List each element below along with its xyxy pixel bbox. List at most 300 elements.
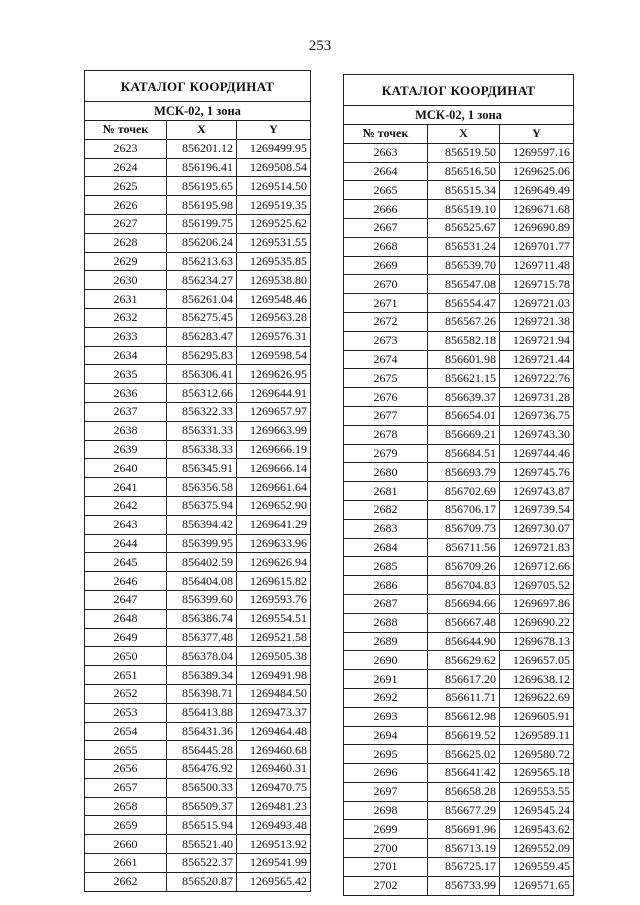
y-coordinate-cell: 1269545.24 [500, 801, 574, 820]
point-number-cell: 2639 [85, 440, 167, 459]
x-coordinate-cell: 856547.08 [428, 275, 500, 294]
point-number-cell: 2690 [344, 651, 428, 670]
column-header-y: Y [237, 121, 311, 140]
x-coordinate-cell: 856704.83 [428, 576, 500, 595]
x-coordinate-cell: 856713.19 [428, 839, 500, 858]
point-number-cell: 2631 [85, 290, 167, 309]
table-row [344, 632, 574, 651]
table-row [344, 801, 574, 820]
table-row [85, 421, 311, 440]
x-coordinate-cell: 856612.98 [428, 707, 500, 726]
table-row [344, 538, 574, 557]
y-coordinate-cell: 1269543.62 [500, 820, 574, 839]
y-coordinate-cell: 1269671.68 [500, 200, 574, 219]
table-row [85, 214, 311, 233]
point-number-cell: 2697 [344, 782, 428, 801]
point-number-cell: 2645 [85, 553, 167, 572]
point-number-cell: 2666 [344, 200, 428, 219]
point-number-cell: 2648 [85, 609, 167, 628]
x-coordinate-cell: 856312.66 [167, 384, 237, 403]
point-number-cell: 2679 [344, 444, 428, 463]
y-coordinate-cell: 1269470.75 [237, 778, 311, 797]
x-coordinate-cell: 856702.69 [428, 482, 500, 501]
point-number-cell: 2673 [344, 331, 428, 350]
point-number-cell: 2675 [344, 369, 428, 388]
point-number-cell: 2652 [85, 684, 167, 703]
coordinate-catalog-table [84, 70, 311, 892]
y-coordinate-cell: 1269615.82 [237, 572, 311, 591]
x-coordinate-cell: 856445.28 [167, 741, 237, 760]
point-number-cell: 2683 [344, 519, 428, 538]
x-coordinate-cell: 856520.87 [167, 872, 237, 891]
point-number-cell: 2661 [85, 854, 167, 873]
x-coordinate-cell: 856375.94 [167, 496, 237, 515]
table-row [344, 444, 574, 463]
y-coordinate-cell: 1269538.80 [237, 271, 311, 290]
table-row [344, 519, 574, 538]
table-row [344, 482, 574, 501]
y-coordinate-cell: 1269473.37 [237, 703, 311, 722]
column-header-number: № точек [85, 121, 167, 140]
x-coordinate-cell: 856519.10 [428, 200, 500, 219]
y-coordinate-cell: 1269731.28 [500, 388, 574, 407]
x-coordinate-cell: 856413.88 [167, 703, 237, 722]
catalog-zone: МСК-02, 1 зона [85, 102, 311, 121]
point-number-cell: 2702 [344, 876, 428, 895]
table-row [344, 369, 574, 388]
table-row [85, 628, 311, 647]
point-number-cell: 2633 [85, 327, 167, 346]
table-row [344, 275, 574, 294]
table-row [85, 515, 311, 534]
table-row [344, 218, 574, 237]
y-coordinate-cell: 1269721.94 [500, 331, 574, 350]
x-coordinate-cell: 856399.95 [167, 534, 237, 553]
y-coordinate-cell: 1269597.16 [500, 143, 574, 162]
table-row [344, 406, 574, 425]
x-coordinate-cell: 856283.47 [167, 327, 237, 346]
point-number-cell: 2643 [85, 515, 167, 534]
x-coordinate-cell: 856195.98 [167, 196, 237, 215]
y-coordinate-cell: 1269711.48 [500, 256, 574, 275]
y-coordinate-cell: 1269690.22 [500, 613, 574, 632]
x-coordinate-cell: 856693.79 [428, 463, 500, 482]
point-number-cell: 2640 [85, 459, 167, 478]
table-row [85, 760, 311, 779]
x-coordinate-cell: 856694.66 [428, 594, 500, 613]
table-row [344, 237, 574, 256]
table-row [85, 308, 311, 327]
point-number-cell: 2656 [85, 760, 167, 779]
table-row [344, 294, 574, 313]
y-coordinate-cell: 1269736.75 [500, 406, 574, 425]
x-coordinate-cell: 856706.17 [428, 500, 500, 519]
point-number-cell: 2632 [85, 308, 167, 327]
point-number-cell: 2680 [344, 463, 428, 482]
point-number-cell: 2646 [85, 572, 167, 591]
y-coordinate-cell: 1269505.38 [237, 647, 311, 666]
y-coordinate-cell: 1269508.54 [237, 158, 311, 177]
table-row [85, 346, 311, 365]
x-coordinate-cell: 856709.26 [428, 557, 500, 576]
point-number-cell: 2628 [85, 233, 167, 252]
table-row [344, 726, 574, 745]
table-row [344, 839, 574, 858]
point-number-cell: 2653 [85, 703, 167, 722]
y-coordinate-cell: 1269638.12 [500, 670, 574, 689]
point-number-cell: 2659 [85, 816, 167, 835]
page-number: 253 [308, 38, 332, 54]
y-coordinate-cell: 1269721.44 [500, 350, 574, 369]
table-row [85, 440, 311, 459]
table-row [85, 158, 311, 177]
y-coordinate-cell: 1269739.54 [500, 500, 574, 519]
y-coordinate-cell: 1269633.96 [237, 534, 311, 553]
point-number-cell: 2670 [344, 275, 428, 294]
point-number-cell: 2687 [344, 594, 428, 613]
table-row [344, 312, 574, 331]
y-coordinate-cell: 1269705.52 [500, 576, 574, 595]
table-row [85, 233, 311, 252]
x-coordinate-cell: 856691.96 [428, 820, 500, 839]
x-coordinate-cell: 856386.74 [167, 609, 237, 628]
x-coordinate-cell: 856515.34 [428, 181, 500, 200]
point-number-cell: 2642 [85, 496, 167, 515]
point-number-cell: 2654 [85, 722, 167, 741]
y-coordinate-cell: 1269712.66 [500, 557, 574, 576]
table-row [85, 797, 311, 816]
table-row [344, 820, 574, 839]
x-coordinate-cell: 856356.58 [167, 478, 237, 497]
y-coordinate-cell: 1269589.11 [500, 726, 574, 745]
table-row [85, 572, 311, 591]
x-coordinate-cell: 856322.33 [167, 402, 237, 421]
point-number-cell: 2629 [85, 252, 167, 271]
y-coordinate-cell: 1269521.58 [237, 628, 311, 647]
point-number-cell: 2676 [344, 388, 428, 407]
y-coordinate-cell: 1269649.49 [500, 181, 574, 200]
x-coordinate-cell: 856709.73 [428, 519, 500, 538]
y-coordinate-cell: 1269491.98 [237, 666, 311, 685]
table-row [85, 854, 311, 873]
table-row [85, 177, 311, 196]
table-row [85, 271, 311, 290]
point-number-cell: 2682 [344, 500, 428, 519]
table-row [85, 647, 311, 666]
y-coordinate-cell: 1269626.94 [237, 553, 311, 572]
point-number-cell: 2635 [85, 365, 167, 384]
point-number-cell: 2658 [85, 797, 167, 816]
table-row [344, 181, 574, 200]
x-coordinate-cell: 856522.37 [167, 854, 237, 873]
x-coordinate-cell: 856582.18 [428, 331, 500, 350]
x-coordinate-cell: 856378.04 [167, 647, 237, 666]
y-coordinate-cell: 1269460.31 [237, 760, 311, 779]
catalog-rows [85, 139, 311, 891]
y-coordinate-cell: 1269626.95 [237, 365, 311, 384]
table-row [344, 576, 574, 595]
y-coordinate-cell: 1269535.85 [237, 252, 311, 271]
y-coordinate-cell: 1269666.14 [237, 459, 311, 478]
x-coordinate-cell: 856539.70 [428, 256, 500, 275]
x-coordinate-cell: 856519.50 [428, 143, 500, 162]
table-row [344, 876, 574, 895]
point-number-cell: 2623 [85, 139, 167, 158]
y-coordinate-cell: 1269744.46 [500, 444, 574, 463]
y-coordinate-cell: 1269722.76 [500, 369, 574, 388]
y-coordinate-cell: 1269531.55 [237, 233, 311, 252]
table-row [85, 139, 311, 158]
y-coordinate-cell: 1269641.29 [237, 515, 311, 534]
x-coordinate-cell: 856617.20 [428, 670, 500, 689]
x-coordinate-cell: 856389.34 [167, 666, 237, 685]
table-row [85, 684, 311, 703]
table-row [85, 553, 311, 572]
point-number-cell: 2630 [85, 271, 167, 290]
catalog-zone: МСК-02, 1 зона [344, 106, 574, 125]
point-number-cell: 2625 [85, 177, 167, 196]
point-number-cell: 2684 [344, 538, 428, 557]
y-coordinate-cell: 1269513.92 [237, 835, 311, 854]
point-number-cell: 2669 [344, 256, 428, 275]
table-row [344, 764, 574, 783]
point-number-cell: 2700 [344, 839, 428, 858]
point-number-cell: 2637 [85, 402, 167, 421]
coordinate-catalog-table [343, 74, 574, 896]
table-row [85, 365, 311, 384]
point-number-cell: 2650 [85, 647, 167, 666]
y-coordinate-cell: 1269661.64 [237, 478, 311, 497]
y-coordinate-cell: 1269580.72 [500, 745, 574, 764]
point-number-cell: 2696 [344, 764, 428, 783]
point-number-cell: 2686 [344, 576, 428, 595]
table-row [85, 327, 311, 346]
table-row [85, 402, 311, 421]
table-row [344, 200, 574, 219]
table-row [344, 463, 574, 482]
x-coordinate-cell: 856711.56 [428, 538, 500, 557]
y-coordinate-cell: 1269721.83 [500, 538, 574, 557]
y-coordinate-cell: 1269721.38 [500, 312, 574, 331]
y-coordinate-cell: 1269605.91 [500, 707, 574, 726]
table-row [344, 500, 574, 519]
y-coordinate-cell: 1269622.69 [500, 688, 574, 707]
point-number-cell: 2667 [344, 218, 428, 237]
table-row [85, 722, 311, 741]
y-coordinate-cell: 1269484.50 [237, 684, 311, 703]
table-row [85, 703, 311, 722]
table-row [85, 534, 311, 553]
y-coordinate-cell: 1269548.46 [237, 290, 311, 309]
table-row [344, 143, 574, 162]
y-coordinate-cell: 1269730.07 [500, 519, 574, 538]
point-number-cell: 2641 [85, 478, 167, 497]
x-coordinate-cell: 856377.48 [167, 628, 237, 647]
point-number-cell: 2701 [344, 858, 428, 877]
x-coordinate-cell: 856669.21 [428, 425, 500, 444]
point-number-cell: 2685 [344, 557, 428, 576]
point-number-cell: 2662 [85, 872, 167, 891]
y-coordinate-cell: 1269644.91 [237, 384, 311, 403]
y-coordinate-cell: 1269721.03 [500, 294, 574, 313]
point-number-cell: 2677 [344, 406, 428, 425]
column-header-number: № точек [344, 125, 428, 144]
y-coordinate-cell: 1269743.87 [500, 482, 574, 501]
point-number-cell: 2672 [344, 312, 428, 331]
table-row [344, 745, 574, 764]
y-coordinate-cell: 1269593.76 [237, 590, 311, 609]
table-row [85, 384, 311, 403]
y-coordinate-cell: 1269541.99 [237, 854, 311, 873]
x-coordinate-cell: 856621.15 [428, 369, 500, 388]
table-row [344, 707, 574, 726]
table-row [85, 609, 311, 628]
x-coordinate-cell: 856725.17 [428, 858, 500, 877]
point-number-cell: 2681 [344, 482, 428, 501]
point-number-cell: 2636 [85, 384, 167, 403]
table-row [344, 425, 574, 444]
y-coordinate-cell: 1269657.97 [237, 402, 311, 421]
table-row [344, 670, 574, 689]
y-coordinate-cell: 1269552.09 [500, 839, 574, 858]
y-coordinate-cell: 1269701.77 [500, 237, 574, 256]
point-number-cell: 2664 [344, 162, 428, 181]
y-coordinate-cell: 1269652.90 [237, 496, 311, 515]
point-number-cell: 2692 [344, 688, 428, 707]
x-coordinate-cell: 856667.48 [428, 613, 500, 632]
x-coordinate-cell: 856275.45 [167, 308, 237, 327]
y-coordinate-cell: 1269554.51 [237, 609, 311, 628]
x-coordinate-cell: 856345.91 [167, 459, 237, 478]
x-coordinate-cell: 856733.99 [428, 876, 500, 895]
table-row [85, 459, 311, 478]
x-coordinate-cell: 856338.33 [167, 440, 237, 459]
y-coordinate-cell: 1269460.68 [237, 741, 311, 760]
point-number-cell: 2699 [344, 820, 428, 839]
y-coordinate-cell: 1269657.05 [500, 651, 574, 670]
table-row [85, 816, 311, 835]
point-number-cell: 2647 [85, 590, 167, 609]
y-coordinate-cell: 1269743.30 [500, 425, 574, 444]
y-coordinate-cell: 1269598.54 [237, 346, 311, 365]
table-row [85, 478, 311, 497]
y-coordinate-cell: 1269559.45 [500, 858, 574, 877]
table-row [344, 256, 574, 275]
catalog-rows [344, 143, 574, 895]
point-number-cell: 2698 [344, 801, 428, 820]
column-header-x: X [428, 125, 500, 144]
table-row [344, 162, 574, 181]
x-coordinate-cell: 856654.01 [428, 406, 500, 425]
y-coordinate-cell: 1269565.18 [500, 764, 574, 783]
point-number-cell: 2649 [85, 628, 167, 647]
y-coordinate-cell: 1269715.78 [500, 275, 574, 294]
x-coordinate-cell: 856521.40 [167, 835, 237, 854]
column-header-y: Y [500, 125, 574, 144]
point-number-cell: 2678 [344, 425, 428, 444]
table-row [85, 252, 311, 271]
y-coordinate-cell: 1269464.48 [237, 722, 311, 741]
x-coordinate-cell: 856196.41 [167, 158, 237, 177]
table-row [344, 350, 574, 369]
x-coordinate-cell: 856331.33 [167, 421, 237, 440]
table-row [344, 331, 574, 350]
table-row [85, 666, 311, 685]
y-coordinate-cell: 1269666.19 [237, 440, 311, 459]
x-coordinate-cell: 856431.36 [167, 722, 237, 741]
point-number-cell: 2660 [85, 835, 167, 854]
table-row [344, 557, 574, 576]
point-number-cell: 2638 [85, 421, 167, 440]
point-number-cell: 2693 [344, 707, 428, 726]
table-row [344, 613, 574, 632]
table-row [85, 196, 311, 215]
table-row [344, 858, 574, 877]
x-coordinate-cell: 856199.75 [167, 214, 237, 233]
y-coordinate-cell: 1269690.89 [500, 218, 574, 237]
point-number-cell: 2665 [344, 181, 428, 200]
x-coordinate-cell: 856625.02 [428, 745, 500, 764]
x-coordinate-cell: 856394.42 [167, 515, 237, 534]
point-number-cell: 2627 [85, 214, 167, 233]
point-number-cell: 2657 [85, 778, 167, 797]
y-coordinate-cell: 1269514.50 [237, 177, 311, 196]
catalog-title: КАТАЛОГ КООРДИНАТ [344, 75, 574, 106]
x-coordinate-cell: 856619.52 [428, 726, 500, 745]
x-coordinate-cell: 856629.62 [428, 651, 500, 670]
x-coordinate-cell: 856201.12 [167, 139, 237, 158]
x-coordinate-cell: 856658.28 [428, 782, 500, 801]
x-coordinate-cell: 856639.37 [428, 388, 500, 407]
x-coordinate-cell: 856306.41 [167, 365, 237, 384]
x-coordinate-cell: 856677.29 [428, 801, 500, 820]
y-coordinate-cell: 1269519.35 [237, 196, 311, 215]
table-row [85, 835, 311, 854]
y-coordinate-cell: 1269525.62 [237, 214, 311, 233]
point-number-cell: 2634 [85, 346, 167, 365]
y-coordinate-cell: 1269563.28 [237, 308, 311, 327]
table-row [344, 782, 574, 801]
x-coordinate-cell: 856641.42 [428, 764, 500, 783]
point-number-cell: 2624 [85, 158, 167, 177]
x-coordinate-cell: 856213.63 [167, 252, 237, 271]
x-coordinate-cell: 856402.59 [167, 553, 237, 572]
y-coordinate-cell: 1269678.13 [500, 632, 574, 651]
x-coordinate-cell: 856206.24 [167, 233, 237, 252]
y-coordinate-cell: 1269553.55 [500, 782, 574, 801]
x-coordinate-cell: 856500.33 [167, 778, 237, 797]
x-coordinate-cell: 856516.50 [428, 162, 500, 181]
point-number-cell: 2688 [344, 613, 428, 632]
x-coordinate-cell: 856567.26 [428, 312, 500, 331]
x-coordinate-cell: 856404.08 [167, 572, 237, 591]
table-row [85, 590, 311, 609]
point-number-cell: 2674 [344, 350, 428, 369]
x-coordinate-cell: 856234.27 [167, 271, 237, 290]
table-row [344, 651, 574, 670]
point-number-cell: 2689 [344, 632, 428, 651]
y-coordinate-cell: 1269481.23 [237, 797, 311, 816]
x-coordinate-cell: 856476.92 [167, 760, 237, 779]
x-coordinate-cell: 856525.67 [428, 218, 500, 237]
x-coordinate-cell: 856554.47 [428, 294, 500, 313]
point-number-cell: 2671 [344, 294, 428, 313]
table-row [85, 290, 311, 309]
y-coordinate-cell: 1269565.42 [237, 872, 311, 891]
table-row [344, 594, 574, 613]
table-row [344, 388, 574, 407]
point-number-cell: 2651 [85, 666, 167, 685]
